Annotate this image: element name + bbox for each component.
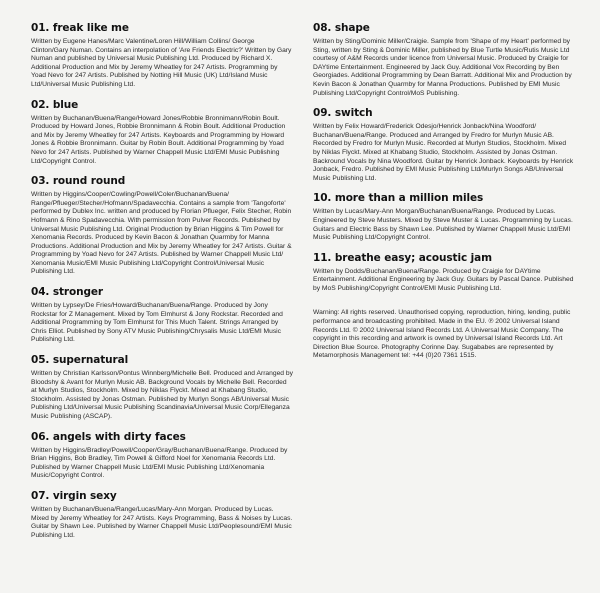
track-credits-text: Written by Buchanan/Buena/Range/Howard Jones/Robbie Bronnimann/Robin Boult. Produced by Howard Jones, Robbie Bronnimann & Robin Boult. Additional Production and Mix by Jeremy Wheatley for 247 Artists. Keyboards and Programming by Howard Jones & Robbie Bronnimann. Guitar by Robin Boult. Additional Programming by Yoad Nevo for 247 Artists. Published by Warner Chappell Music Ltd/EMI Music Publishing Ltd/Copyright Control. [31,114,286,165]
track-credit [31,286,293,345]
track-credit [31,99,293,167]
track-credits-text: Written by Higgins/Bradley/Powell/Cooper/Gray/Buchanan/Buena/Range. Produced by Brian Higgins, Bob Bradley, Tim Powell & Gifford Noel for Xenomania Records Ltd. Published by Warner Chappell Music Ltd/EMI Music Publishing Ltd/Xenomania Music/Copyright Control. [31,446,288,480]
track-title: 07. virgin sexy [31,489,117,502]
track-title: 04. stronger [31,286,104,299]
track-title: 02. blue [31,98,79,111]
track-credits-text: Written by Buchanan/Buena/Range/Lucas/Mary-Ann Morgan. Produced by Lucas. Mixed by Jeremy Wheatley for 247 Artists. Keys Programming, Bass & Noises by Lucas. Guitar by Shawn Lee. Published by Warner Chappell Music Ltd/Peoplesound/EMI Music Publishing Ltd. [31,505,293,539]
track-title: 11. breathe easy; acoustic jam [313,251,492,264]
track-credits-text: Written by Eugene Hanes/Marc Valentine/Loren Hill/William Collins/ George Clinton/Gary Numan. Contains an interpolation of 'Are Friends Electric?' Written by Gary Numan and published by Universal Music Publishing Ltd. Produced by Richard X. Additional Production and Mix by Jeremy Wheatley for 247 Artists. Programming by Yoad Nevo for 247 Artists. Published by Notting Hill Music (UK) Ltd/Island Music Ltd/Universal Music Publishing Ltd. [31,38,292,88]
track-title: 03. round round [31,175,126,188]
track-credits-text: Written by Christian Karlsson/Pontus Winnberg/Michelle Bell. Produced and Arranged by Bloodshy & Avant for Murlyn Music AB. Background Vocals by Michelle Bell. Recorded at Murlyn Studios, Stockholm. Mixed by Niklas Flyckt. Mixed at Khabang Studio, Stockholm. Assisted by Jonas Ostman. Published by Murlyn Songs AB/Universal Music Publishing Ltd/Universal Music Publishing Scandinavia/Universal Music Corp/Elleganza Music Publishing (ASCAP). [31,370,293,420]
track-credits-text: Written by Lucas/Mary-Ann Morgan/Buchanan/Buena/Range. Produced by Lucas. Engineered by Steve Musters. Mixed by Steve Muster & Lucas. Programming by Lucas. Guitars and Electric Bass by Shawn Lee. Published by Warner Chappell Music Ltd/EMI Music Publishing Ltd/Copyright Control. [313,208,573,242]
track-title: 06. angels with dirty faces [31,430,186,443]
track-credit [313,22,575,98]
track-credits-text: Written by Higgins/Cooper/Cowling/Powell/Coler/Buchanan/Buena/ Range/Pflueger/Stecher/Hofmann/Spadavecchia. Contains a sample from 'Tangoforte' performed by Dublex Inc. written and produced by Florian Pflueger, Felix Stecher, Robin Hofmann & Rino Spadavecchia. With permission from Pulver Records. Published by Universal Music Publishing Ltd. Original Production by Brian Higgins & Tim Powell for Xenomania Records. Produced by Kevin Bacon & Jonathan Quarmby for Manna Productions. Additional Production and Mix by Jeremy Wheatley for 247 Artists. Guitar & Programming by Yoad Nevo for 247 Artists. Published by Warner Chappell Music Ltd/ Xenomania Music/EMI Music Publishing Ltd/Copyright Control/Universal Music Publishing Ltd. [31,191,292,276]
track-title: 08. shape [313,22,370,34]
left-column [31,22,293,549]
track-credit [31,490,293,540]
track-title: 01. freak like me [31,22,129,34]
track-title: 09. switch [313,107,373,120]
track-credit [313,107,575,183]
track-credit [313,252,575,294]
track-credit [31,354,293,422]
track-title: 05. supernatural [31,354,129,367]
track-credits-text: Written by Dodds/Buchanan/Buena/Range. Produced by Craigie for DAYtime Entertainment. Additional Engineering by Jack Guy. Guitars by Pascal Dance. Published by MoS Publishing/Copyright Control/EMI Music Publishing Ltd. [313,267,574,292]
track-credit [31,22,293,90]
right-column [313,22,575,368]
track-credit [31,431,293,481]
track-title: 10. more than a million miles [313,192,484,205]
track-credits-text: Written by Lypsey/De Fries/Howard/Buchanan/Buena/Range. Produced by Jony Rockstar for Z Management. Mixed by Tom Elmhurst & Jony Rockstar. Recorded and Additional Programming by Tom Elmhurst for This Much Talent. Strings Arranged by Chris Elliot. Published by Sony ATV Music Publishing/Chrysalis Music Ltd/EMI Music Publishing Ltd. [31,302,283,344]
copyright-notice: Warning: All rights reserved. Unauthorised copying, reproduction, hiring, lending, public performance and broadcasting prohibited. Made in the EU. ℗ 2002 Universal Island Records Ltd. © 2002 Universal Island Records Ltd. A Universal Music Company. The copyright in this recording and artwork is owned by Universal Island Records Ltd. Art Direction Blue Source. Photography Corinne Day. Sugababes are represented by Metamorphosis Management tel: +44 (0)20 7361 1515. [313,309,571,360]
track-credit [31,175,293,277]
track-credit [313,192,575,242]
track-credits-text: Written by Felix Howard/Frederick Odesjo/Henrick Jonback/Nina Woodford/ Buchanan/Buena/Range. Produced and Arranged by Fredro for Murlyn Music AB. Recorded by Fredro for Murlyn Music. Recorded at Murlyn Studios, Stockholm. Mixed by Niklas Flyckt. Mixed at Khabang Studio, Stockholm. Assisted by Jonas Ostman. Backround Vocals by Nina Woodford. Guitar by Henrick Jonback. Keyboards by Henrick Jonback, Fredro. Published by EMI Music Publishing Ltd/Murlyn Songs AB/Universal Music Publishing Ltd. [313,123,574,182]
track-credits-text: Written by Sting/Dominic Miller/Craigie. Sample from 'Shape of my Heart' performed by Sting, written by Sting & Dominic Miller, published by Blue Turtle Music/Rutis Music Ltd courtesy of A&M Records under licence from Universal Music. Produced by Craigie for DAYtime Entertainment. Engineered by Jack Guy. Additional Vox Recording by Ben Georgiades. Additional Programming by Dean Barratt. Additional Mix and Production by Kevin Bacon & Jonathan Quarmby for Manna Productions. Published by EMI Music Publishing Ltd/Copyright Control/MoS Publishing. [313,38,572,97]
